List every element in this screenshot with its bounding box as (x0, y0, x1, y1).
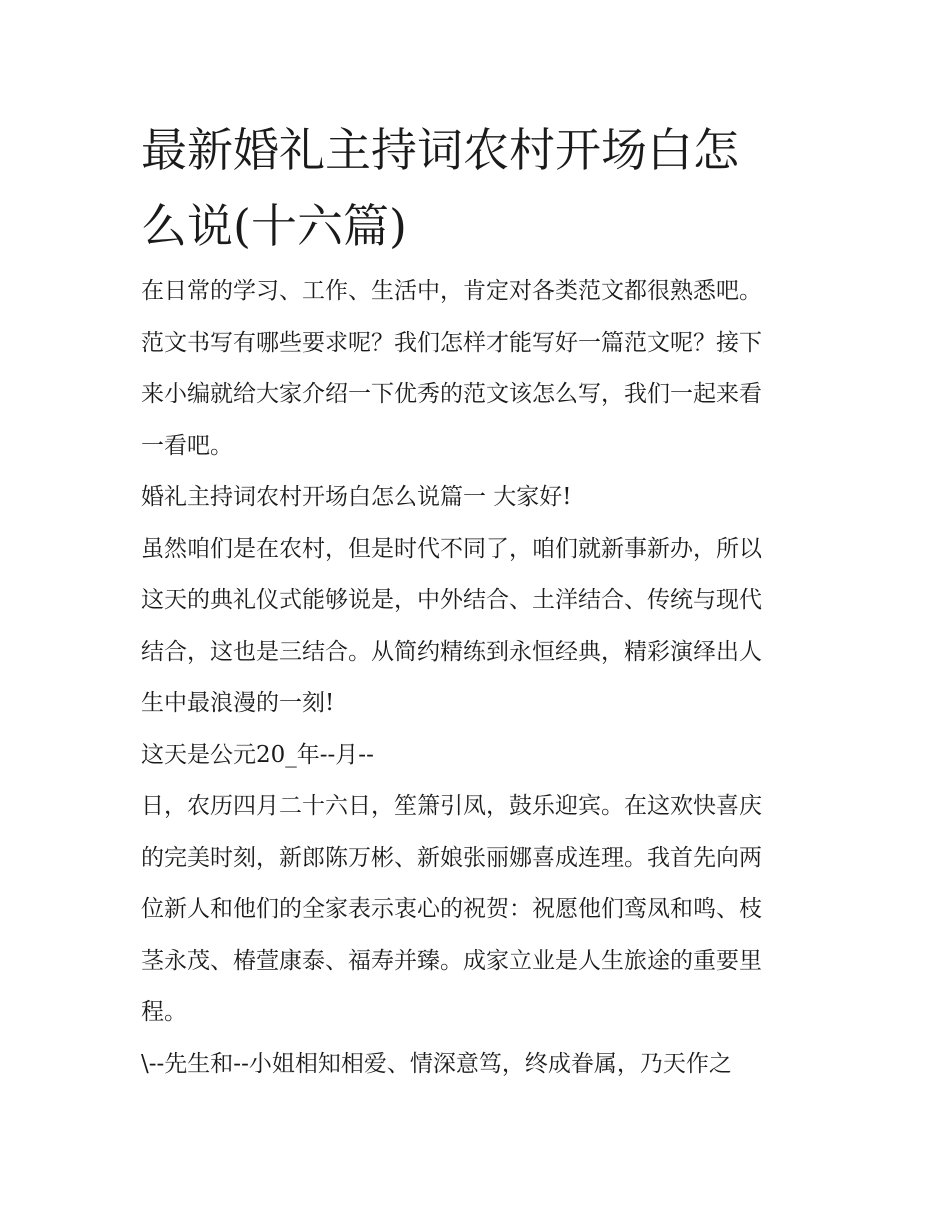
paragraph-3 (141, 781, 821, 1039)
paragraph-line: 结合，这也是三结合。从简约精练到永恒经典，精彩演绎出人 (141, 638, 762, 665)
title-line-2: 么说(十六篇) (141, 199, 407, 253)
intro-line: 范文书写有哪些要求呢？我们怎样才能写好一篇范文呢？接下 (141, 329, 762, 356)
paragraph-line: 程。 (141, 999, 187, 1025)
intro-line: 在日常的学习、工作、生活中，肯定对各类范文都很熟悉吧。 (141, 278, 762, 304)
paragraph-2 (141, 524, 821, 730)
section-heading: 婚礼主持词农村开场白怎么说篇一 大家好! (141, 484, 572, 510)
paragraph-line: 生中最浪漫的一刻! (141, 690, 335, 716)
paragraph-line: 的完美时刻，新郎陈万彬、新娘张丽娜喜成连理。我首先向两 (141, 844, 762, 871)
paragraph-line: 茎永茂、椿萱康泰、福寿并臻。成家立业是人生旅途的重要里 (141, 947, 762, 974)
document-page (141, 112, 821, 1090)
paragraph-line: 这天的典礼仪式能够说是，中外结合、土洋结合、传统与现代 (141, 587, 762, 613)
intro-line: 一看吧。 (141, 432, 233, 459)
paragraph-4 (141, 1039, 821, 1091)
paragraph-line: 位新人和他们的全家表示衷心的祝贺：祝愿他们鸾凤和鸣、枝 (141, 896, 762, 922)
intro-paragraph (141, 266, 821, 472)
intro-line: 来小编就给大家介绍一下优秀的范文该怎么写，我们一起来看 (141, 381, 762, 407)
paragraph-line: 虽然咱们是在农村，但是时代不同了，咱们就新事新办，所以 (141, 535, 762, 562)
document-title (141, 112, 821, 264)
paragraph-line: 日，农历四月二十六日，笙箫引凤，鼓乐迎宾。在这欢快喜庆 (141, 793, 762, 819)
date-line: 这天是公元20_年--月-- (141, 741, 374, 768)
paragraph-line: \--先生和--小姐相知相爱、情深意笃，终成眷属，乃天作之 (141, 1050, 732, 1077)
title-line-1: 最新婚礼主持词农村开场白怎 (141, 123, 739, 177)
